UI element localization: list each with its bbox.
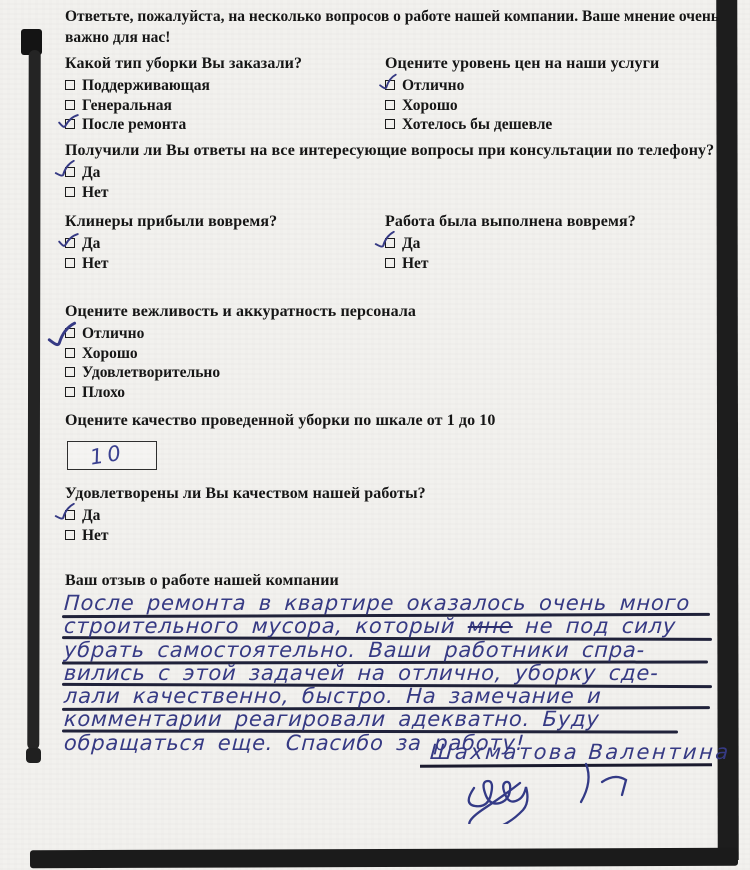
option-polite-excellent[interactable]: Отлично: [65, 325, 416, 341]
question-satisfied: [65, 485, 426, 543]
question-title: Оцените уровень цен на наши услуги: [385, 55, 660, 72]
question-work-on-time: [385, 213, 636, 271]
option-phone-no[interactable]: Нет: [65, 184, 714, 200]
review-section-heading: Ваш отзыв о работе нашей компании: [65, 572, 339, 589]
option-work-no[interactable]: Нет: [385, 255, 636, 271]
option-polite-bad[interactable]: Плохо: [65, 384, 416, 400]
checkbox[interactable]: [65, 328, 75, 338]
review-handwriting-line-6: комментарии реагировали адекватно. Буду: [63, 707, 601, 731]
option-phone-yes[interactable]: Да: [65, 164, 714, 180]
question-title: Оцените качество проведенной уборки по шкале от 1 до 10: [65, 412, 496, 429]
signature-flourish: [450, 760, 662, 824]
question-title: Удовлетворены ли Вы качеством нашей работы?: [65, 485, 426, 502]
checkbox[interactable]: [65, 167, 75, 177]
score-input-box[interactable]: [67, 441, 157, 470]
option-price-excellent[interactable]: Отлично: [385, 77, 659, 93]
question-title: Оцените вежливость и аккуратность персонала: [65, 303, 417, 320]
checkbox[interactable]: [65, 530, 75, 540]
option-work-yes[interactable]: Да: [385, 235, 636, 251]
option-maintenance[interactable]: Поддерживающая: [65, 77, 302, 93]
review-handwriting-line-5: лали качественно, быстро. На замечание и: [63, 684, 603, 708]
review-handwriting-line-7: обращаться еще. Спасибо за работу!: [63, 731, 526, 755]
score-value-handwritten: 10: [88, 440, 127, 470]
option-cleaners-yes[interactable]: Да: [65, 235, 277, 251]
checkbox[interactable]: [385, 80, 395, 90]
review-handwriting-line-1: После ремонта в квартире оказалось очень много: [63, 591, 691, 615]
option-price-cheaper[interactable]: Хотелось бы дешевле: [385, 116, 659, 132]
review-handwriting-line-4: вились с этой задачей на отлично, уборку сде-: [63, 661, 660, 685]
option-after-repair[interactable]: После ремонта: [65, 116, 302, 132]
scan-edge-left: [27, 50, 40, 750]
intro-text: [65, 6, 725, 48]
option-cleaners-no[interactable]: Нет: [65, 255, 277, 271]
option-satisfied-yes[interactable]: Да: [65, 507, 426, 523]
review-handwriting-line-3: убрать самостоятельно. Ваши работники спра-: [63, 638, 646, 662]
scan-edge-left-end: [26, 748, 41, 763]
signature-name: Шахматова Валентина: [429, 740, 732, 764]
question-title: Какой тип уборки Вы заказали?: [65, 55, 303, 72]
question-politeness: [65, 303, 416, 400]
checkbox[interactable]: [65, 348, 75, 358]
intro-line-2: важно для нас!: [65, 29, 171, 46]
question-title: Работа была выполнена вовремя?: [385, 213, 636, 230]
struck-word: мне: [467, 614, 514, 638]
question-quality-scale: [65, 412, 496, 434]
review-handwriting-line-2: строительного мусора, который мне не под силу: [63, 614, 677, 638]
option-satisfied-no[interactable]: Нет: [65, 527, 426, 543]
checkbox[interactable]: [385, 100, 395, 110]
option-polite-good[interactable]: Хорошо: [65, 345, 416, 361]
checkbox[interactable]: [385, 119, 395, 129]
scan-edge-right: [716, 0, 739, 860]
question-title: Получили ли Вы ответы на все интересующие вопросы при консультации по телефону?: [65, 142, 715, 159]
scan-edge-bottom: [30, 848, 738, 868]
checkbox[interactable]: [65, 367, 75, 377]
checkbox[interactable]: [65, 80, 75, 90]
option-general[interactable]: Генеральная: [65, 97, 302, 113]
question-title: Клинеры прибыли вовремя?: [65, 213, 278, 230]
checkbox[interactable]: [65, 238, 75, 248]
checkbox[interactable]: [385, 238, 395, 248]
checkbox[interactable]: [65, 510, 75, 520]
option-polite-satisfactory[interactable]: Удовлетворительно: [65, 364, 416, 380]
intro-line-1: Ответьте, пожалуйста, на несколько вопросов о работе нашей компании. Ваше мнение очень: [65, 8, 719, 25]
checkbox[interactable]: [65, 187, 75, 197]
checkbox[interactable]: [385, 258, 395, 268]
question-price-level: [385, 55, 659, 132]
option-price-good[interactable]: Хорошо: [385, 97, 659, 113]
question-cleaners-on-time: [65, 213, 277, 271]
checkbox[interactable]: [65, 119, 75, 129]
checkbox[interactable]: [65, 387, 75, 397]
checkbox[interactable]: [65, 100, 75, 110]
question-cleaning-type: [65, 55, 302, 132]
checkbox[interactable]: [65, 258, 75, 268]
question-phone-consult: [65, 142, 714, 200]
